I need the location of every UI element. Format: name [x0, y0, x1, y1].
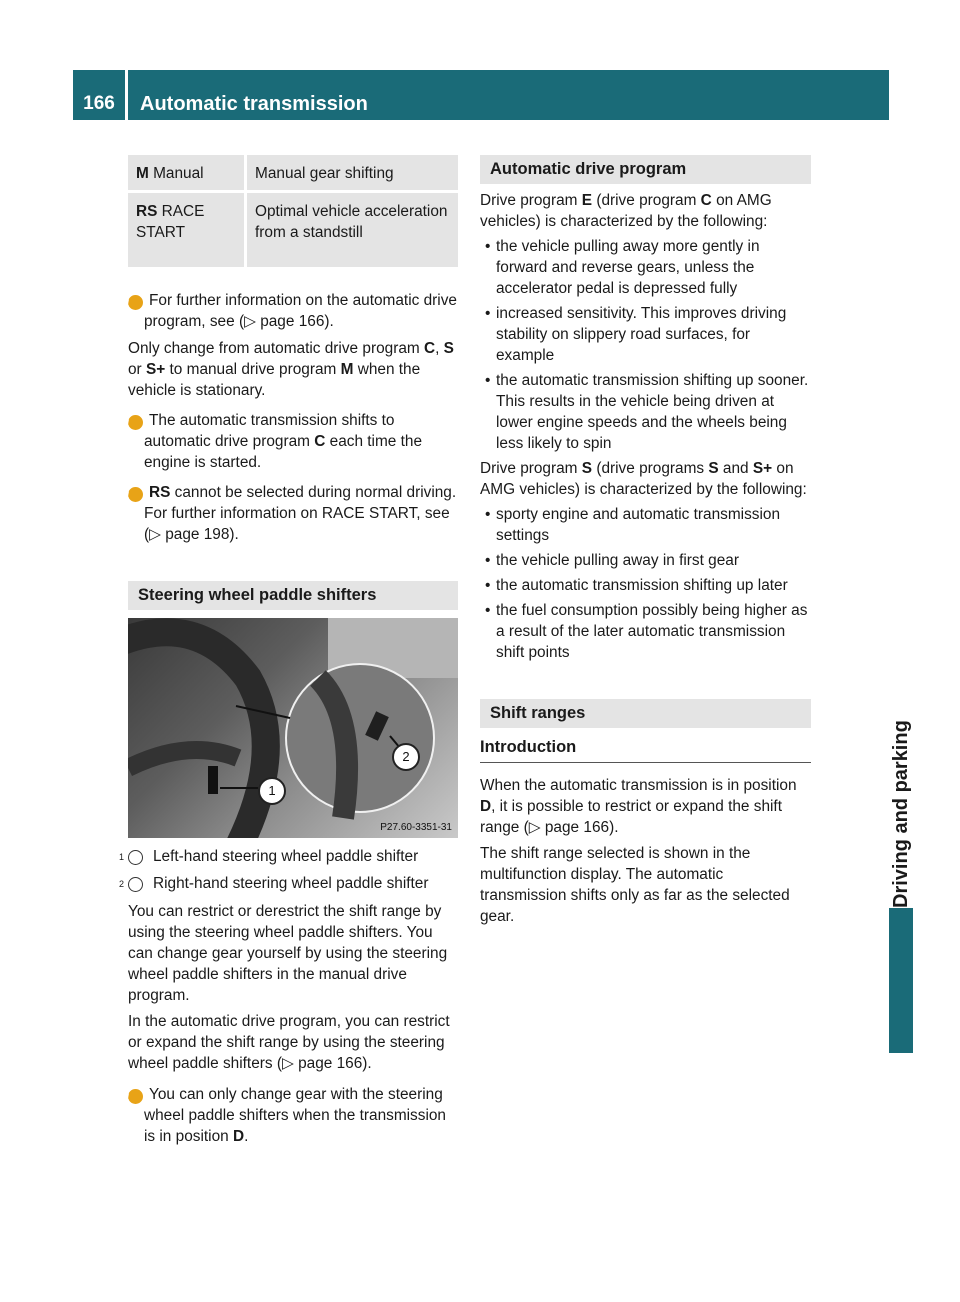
list-item: • the automatic transmission shifting up later [480, 575, 811, 596]
mode-name: Manual [148, 165, 204, 182]
info-icon: i [128, 295, 143, 310]
table-row [128, 192, 458, 269]
info-note: i RS cannot be selected during normal driving. For further information on RACE START, see (▷ page 198). [125, 484, 457, 543]
left-column [118, 155, 458, 1147]
callout-1: 1 [258, 777, 286, 805]
mode-name: RACE START [136, 203, 205, 241]
feature-list [480, 504, 811, 663]
steering-wheel-photo [128, 618, 458, 838]
section-heading: Shift ranges [480, 699, 811, 728]
list-item: • the vehicle pulling away more gently in forward and reverse gears, unless the accelerator pedal is depressed fully [480, 236, 811, 299]
photo-credit: P27.60-3351-31 [380, 822, 452, 833]
paragraph: The shift range selected is shown in the multifunction display. The automatic transmission shifts only as far as the selected gear. [480, 845, 790, 925]
paragraph: Only change from automatic drive program C, S or S+ to manual drive program M when the vehicle is stationary. [128, 340, 454, 399]
header-divider [125, 70, 128, 120]
info-note: i You can only change gear with the steering wheel paddle shifters when the transmission is in position D. [125, 1086, 446, 1145]
paragraph: When the automatic transmission is in position D, it is possible to restrict or expand the shift range (▷ page 166). [480, 777, 797, 836]
info-icon: i [128, 487, 143, 502]
list-item: • increased sensitivity. This improves driving stability on slippery road surfaces, for example [480, 303, 811, 366]
info-note: i The automatic transmission shifts to automatic drive program C each time the engine is started. [125, 412, 423, 471]
paragraph: In the automatic drive program, you can restrict or expand the shift range by using the steering wheel paddle shifters (▷ page 166). [128, 1013, 450, 1072]
info-note: i For further information on the automatic drive program, see (▷ page 166). [125, 292, 457, 330]
callout-2: 2 [392, 743, 420, 771]
page-title: Automatic transmission [140, 93, 368, 115]
info-icon: i [128, 415, 143, 430]
section-heading: Automatic drive program [480, 155, 811, 184]
paragraph: You can restrict or derestrict the shift range by using the steering wheel paddle shifters. You can change gear yourself by using the steering wheel paddle shifters in the manual drive program. [128, 903, 448, 1004]
page-number: 166 [83, 93, 115, 114]
info-icon: i [128, 1089, 143, 1104]
subsection-heading: Introduction [480, 736, 811, 763]
legend-item-2: 2 Right-hand steering wheel paddle shifter [118, 875, 429, 892]
side-tab-label: Driving and parking [890, 720, 912, 908]
list-item: • the vehicle pulling away in first gear [480, 550, 811, 571]
mode-code: RS [136, 203, 158, 220]
number-1-icon: 1 [128, 850, 143, 865]
list-item: • the automatic transmission shifting up sooner. This results in the vehicle being driven at lower engine speeds and the wheels being less likely to spin [480, 370, 811, 454]
paragraph: Drive program S (drive programs S and S+ on AMG vehicles) is characterized by the following: [480, 460, 807, 498]
table-row [128, 155, 458, 192]
section-heading: Steering wheel paddle shifters [128, 581, 458, 610]
mode-description: Optimal vehicle acceleration from a standstill [246, 192, 459, 269]
list-item: • sporty engine and automatic transmission settings [480, 504, 811, 546]
drive-mode-table [128, 155, 458, 270]
number-2-icon: 2 [128, 877, 143, 892]
side-tab-marker [889, 908, 913, 1053]
legend-item-1: 1 Left-hand steering wheel paddle shifter [118, 848, 419, 865]
list-item: • the fuel consumption possibly being higher as a result of the later automatic transmission shift points [480, 600, 811, 663]
mode-code: M [136, 165, 149, 182]
mode-description: Manual gear shifting [246, 155, 459, 192]
paragraph: Drive program E (drive program C on AMG vehicles) is characterized by the following: [480, 192, 772, 230]
right-column [480, 155, 811, 927]
feature-list [480, 236, 811, 454]
photo-illustration [128, 618, 458, 838]
